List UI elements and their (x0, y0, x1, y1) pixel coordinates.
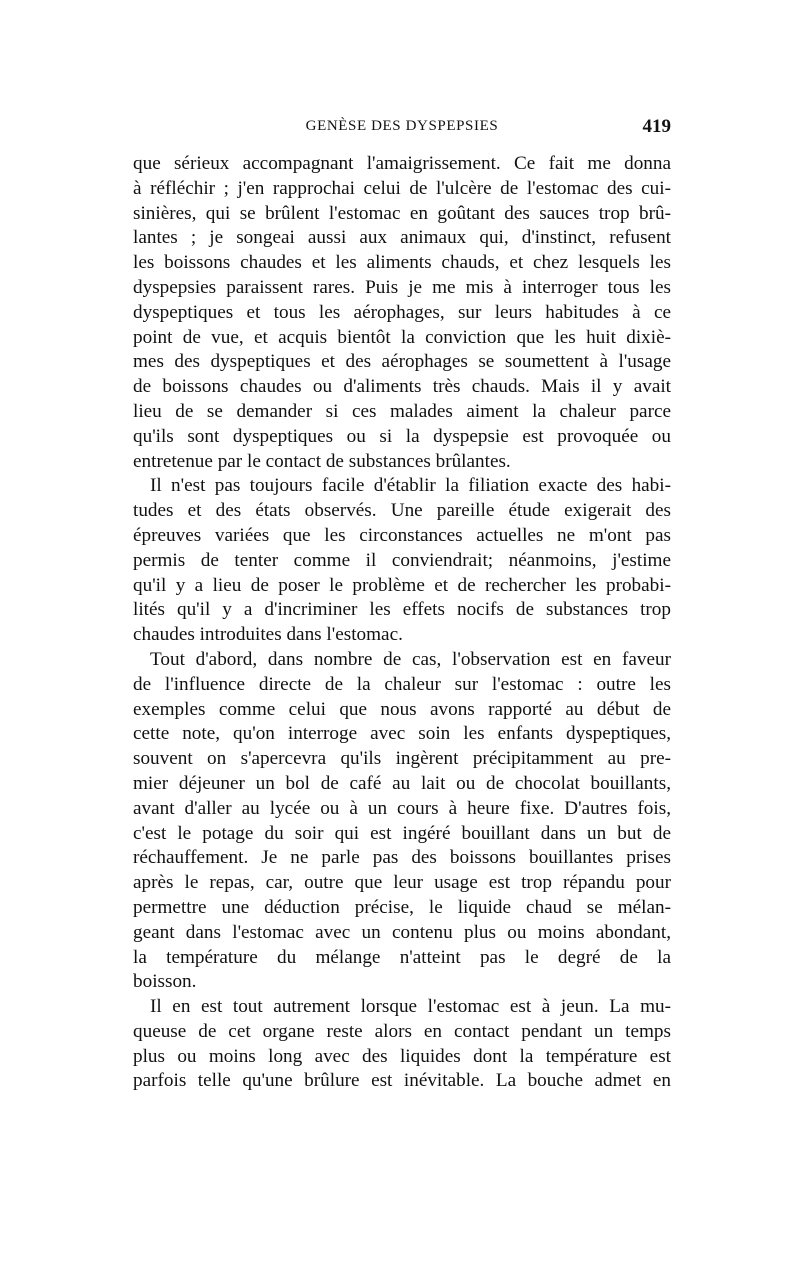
text-line: Il en est tout autrement lorsque l'estomac est à jeun. La mu- (150, 996, 671, 1018)
text-line: permis de tenter comme il conviendrait; néanmoins, j'estime (133, 549, 671, 571)
text-line: qu'ils sont dyspeptiques ou si la dyspepsie est provoquée ou (133, 425, 671, 447)
text-line: Tout d'abord, dans nombre de cas, l'observation est en faveur (150, 648, 671, 670)
running-title: GENÈSE DES DYSPEPSIES (305, 118, 499, 134)
text-line: souvent on s'apercevra qu'ils ingèrent précipitamment au pre- (133, 748, 671, 770)
text-line: exemples comme celui que nous avons rapporté au début de (133, 698, 671, 720)
text-line: de boissons chaudes ou d'aliments très chauds. Mais il y avait (133, 376, 671, 398)
text-line: queuse de cet organe reste alors en contact pendant un temps (133, 1020, 671, 1042)
body-text (133, 152, 671, 1094)
text-line: à réfléchir ; j'en rapprochai celui de l'ulcère de l'estomac des cui- (133, 177, 671, 199)
text-line: avant d'aller au lycée ou à un cours à heure fixe. D'autres fois, (133, 797, 671, 819)
text-line: entretenue par le contact de substances brûlantes. (133, 450, 511, 472)
text-line: c'est le potage du soir qui est ingéré bouillant dans un but de (133, 822, 671, 844)
text-line: lantes ; je songeai aussi aux animaux qui, d'instinct, refusent (133, 227, 671, 249)
text-line: mier déjeuner un bol de café au lait ou de chocolat bouillants, (133, 772, 671, 794)
text-line: sinières, qui se brûlent l'estomac en goûtant des sauces trop brû- (133, 202, 671, 224)
text-line: plus ou moins long avec des liquides dont la température est (133, 1045, 671, 1067)
paragraph-1 (133, 152, 671, 474)
text-line: geant dans l'estomac avec un contenu plus ou moins abondant, (133, 921, 671, 943)
text-line: la température du mélange n'atteint pas le degré de la (133, 946, 671, 968)
text-line: boisson. (133, 971, 197, 993)
text-line: tudes et des états observés. Une pareille étude exigerait des (133, 500, 671, 522)
text-line: dyspepsies paraissent rares. Puis je me mis à interroger tous les (133, 276, 671, 298)
text-line: lités qu'il y a d'incriminer les effets nocifs de substances trop (133, 599, 671, 621)
text-line: que sérieux accompagnant l'amaigrissement. Ce fait me donna (133, 153, 671, 174)
text-line: parfois telle qu'une brûlure est inévitable. La bouche admet en (133, 1070, 671, 1092)
paragraph-2 (133, 474, 671, 648)
text-line: qu'il y a lieu de poser le problème et de rechercher les probabi- (133, 574, 671, 596)
paragraph-3 (133, 648, 671, 995)
text-line: permettre une déduction précise, le liquide chaud se mélan- (133, 896, 671, 918)
text-line: réchauffement. Je ne parle pas des boissons bouillantes prises (133, 847, 671, 869)
running-head (133, 116, 671, 140)
text-line: cette note, qu'on interroge avec soin les enfants dyspeptiques, (133, 723, 671, 745)
text-line: dyspeptiques et tous les aérophages, sur leurs habitudes à ce (133, 301, 671, 323)
text-line: de l'influence directe de la chaleur sur l'estomac : outre les (133, 673, 671, 695)
text-line: après le repas, car, outre que leur usage est trop répandu pour (133, 872, 671, 894)
text-line: mes des dyspeptiques et des aérophages se soumettent à l'usage (133, 351, 671, 373)
text-line: les boissons chaudes et les aliments chauds, et chez lesquels les (133, 252, 671, 274)
paragraph-4 (133, 995, 671, 1094)
text-line: point de vue, et acquis bientôt la conviction que les huit dixiè- (133, 326, 671, 348)
text-line: Il n'est pas toujours facile d'établir la filiation exacte des habi- (150, 475, 671, 497)
text-line: lieu de se demander si ces malades aiment la chaleur parce (133, 400, 671, 422)
page-number: 419 (642, 116, 671, 137)
text-line: chaudes introduites dans l'estomac. (133, 624, 403, 646)
text-line: épreuves variées que les circonstances actuelles ne m'ont pas (133, 524, 671, 546)
